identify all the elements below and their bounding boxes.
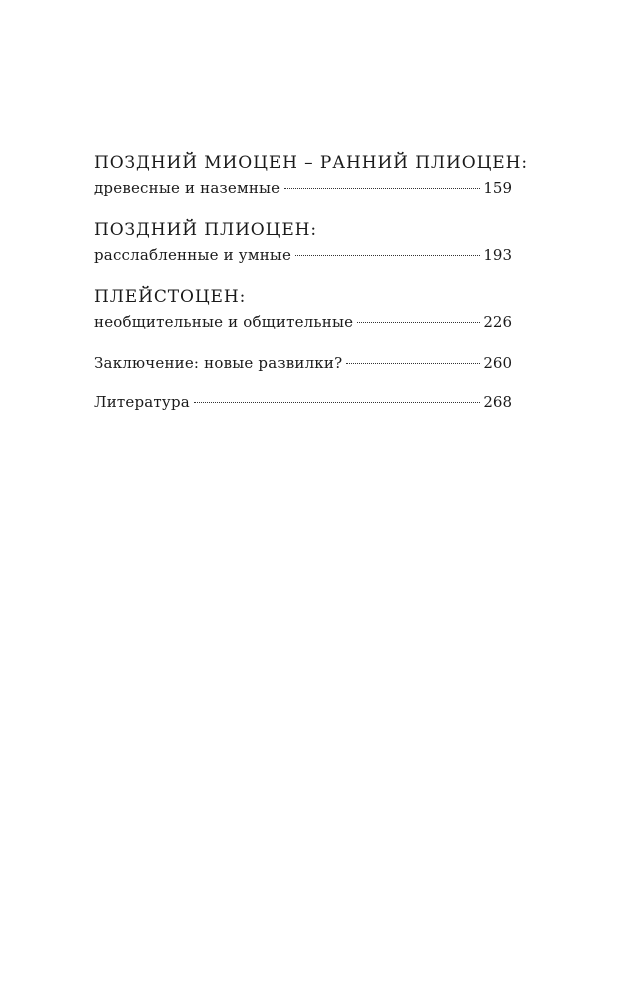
dot-leader xyxy=(295,255,480,256)
toc-page-number: 260 xyxy=(483,354,512,372)
dot-leader xyxy=(194,402,480,403)
toc-section-heading: ПЛЕЙСТОЦЕН: xyxy=(94,287,247,307)
toc-line xyxy=(94,310,512,335)
toc-page-number: 159 xyxy=(483,179,512,197)
toc-section-heading: ПОЗДНИЙ МИОЦЕН – РАННИЙ ПЛИОЦЕН: xyxy=(94,153,528,173)
dot-leader xyxy=(346,363,480,364)
toc-entry-late-pliocene xyxy=(94,217,512,268)
toc-entry-conclusion xyxy=(94,351,512,376)
toc-section-heading: ПОЗДНИЙ ПЛИОЦЕН: xyxy=(94,220,318,240)
toc-entry-title: расслабленные и умные xyxy=(94,246,292,264)
table-of-contents xyxy=(94,150,528,415)
toc-entry-pleistocene xyxy=(94,284,512,335)
toc-entry-literature xyxy=(94,390,512,415)
toc-entry-title: Литература xyxy=(94,393,190,411)
dot-leader xyxy=(284,188,480,189)
toc-entry-title: древесные и наземные xyxy=(94,179,281,197)
toc-line xyxy=(94,390,512,415)
toc-entry-title: необщительные и общительные xyxy=(94,313,354,331)
toc-line xyxy=(94,176,512,201)
toc-line xyxy=(94,243,512,268)
dot-leader xyxy=(357,322,480,323)
toc-page-number: 193 xyxy=(483,246,512,264)
toc-entry-title: Заключение: новые развилки? xyxy=(94,354,343,372)
toc-page-number: 226 xyxy=(483,313,512,331)
toc-entry-late-miocene xyxy=(94,150,528,201)
toc-page-number: 268 xyxy=(483,393,512,411)
toc-line xyxy=(94,351,512,376)
